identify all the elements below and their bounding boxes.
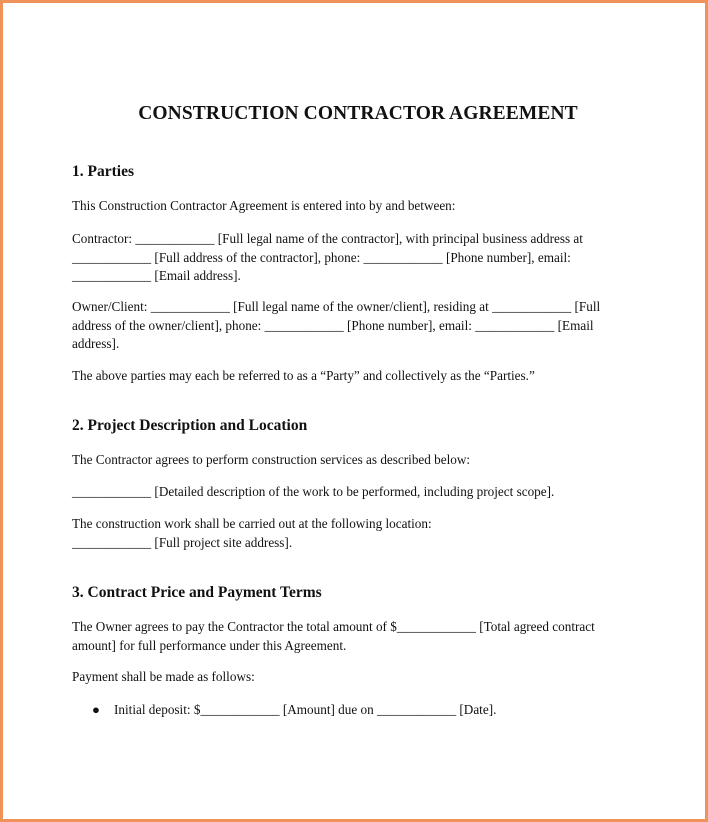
section-heading-payment: 3. Contract Price and Payment Terms xyxy=(72,584,322,601)
section-heading-project: 2. Project Description and Location xyxy=(72,417,308,434)
list-item xyxy=(92,701,612,720)
payment-intro-paragraph: Payment shall be made as follows: xyxy=(72,669,255,684)
contract-price-paragraph: The Owner agrees to pay the Contractor the total amount of $____________ [Total agreed contract amount] for full performance under this Agreement. xyxy=(72,619,595,653)
section-heading-parties: 1. Parties xyxy=(72,163,134,180)
contractor-paragraph: Contractor: ____________ [Full legal name of the contractor], with principal business address at ____________ [Full address of the contractor], phone: ____________ [Phone number], email: ____________ [Email address]. xyxy=(72,231,583,283)
bullet-icon: ● xyxy=(92,702,100,717)
parties-definition-paragraph: The above parties may each be referred to as a “Party” and collectively as the “Parties.” xyxy=(72,368,535,383)
work-description-paragraph: ____________ [Detailed description of the work to be performed, including project scope]. xyxy=(72,484,555,499)
document-title: CONSTRUCTION CONTRACTOR AGREEMENT xyxy=(138,103,578,124)
initial-deposit-text: Initial deposit: $____________ [Amount] due on ____________ [Date]. xyxy=(114,702,497,717)
parties-intro-paragraph: This Construction Contractor Agreement is entered into by and between: xyxy=(72,198,456,213)
location-paragraph: The construction work shall be carried out at the following location: ____________ [Full project site address]. xyxy=(72,516,432,550)
owner-client-paragraph: Owner/Client: ____________ [Full legal name of the owner/client], residing at ____________ [Full address of the owner/client], phone: ____________ [Phone number], email: ____________ [Email address]. xyxy=(72,299,601,351)
services-intro-paragraph: The Contractor agrees to perform construction services as described below: xyxy=(72,452,471,467)
